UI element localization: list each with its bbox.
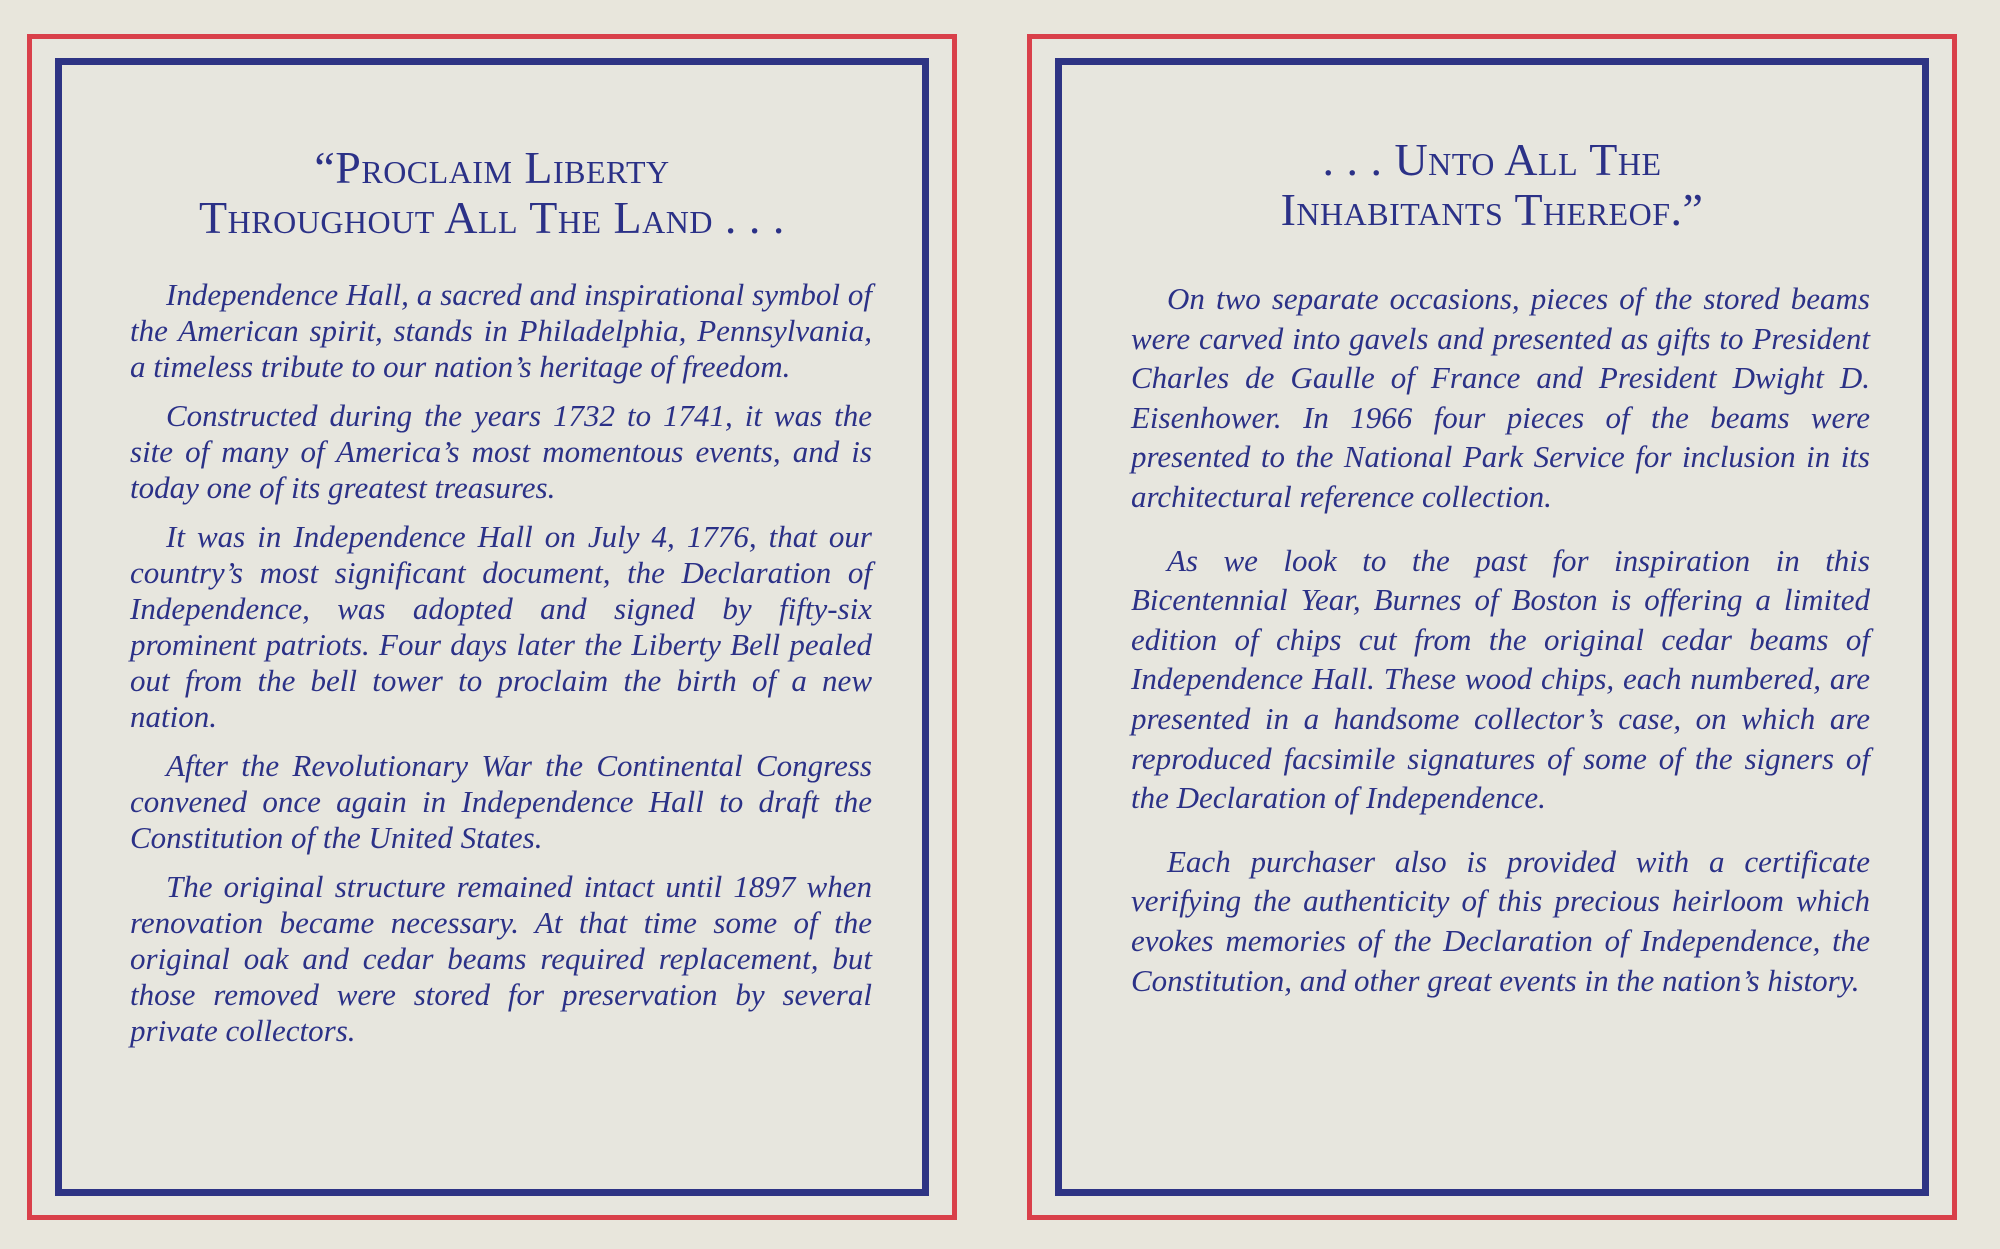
left-paragraph-1: Independence Hall, a sacred and inspirational symbol of the American spirit, stands in Philadelphia, Pennsylvania, a timeless tribute to our nation’s heritage of freedom.: [130, 277, 872, 384]
right-paragraph-2: As we look to the past for inspiration in this Bicentennial Year, Burnes of Boston is offering a limited edition of chips cut from the original cedar beams of Independence Hall. These wood chips, each numbered, are presented in a handsome collector’s case, on which are reproduced facsimile signatures of some of the signers of the Declaration of Independence.: [1131, 542, 1870, 816]
left-heading-line-2: Throughout All The Land . . .: [199, 192, 785, 243]
right-page-body: [1131, 279, 1870, 1024]
left-paragraph-3: It was in Independence Hall on July 4, 1776, that our country’s most significant document, the Declaration of Independence, was adopted and signed by fifty-six prominent patriots. Four days later the Liberty Bell pealed out from the bell tower to proclaim the birth of a new nation.: [130, 519, 872, 734]
left-page-body: [130, 277, 872, 1062]
right-heading-line-1: . . . Unto All The: [1322, 134, 1662, 185]
left-page: [27, 34, 957, 1220]
left-heading-line-1: “Proclaim Liberty: [314, 142, 670, 193]
left-paragraph-4: After the Revolutionary War the Continental Congress convened once again in Independence Hall to draft the Constitution of the United States.: [130, 748, 872, 855]
left-page-heading: [92, 143, 892, 243]
right-paragraph-1: On two separate occasions, pieces of the stored beams were carved into gavels and presented as gifts to President Charles de Gaulle of France and President Dwight D. Eisenhower. In 1966 four pieces of the beams were presented to the National Park Service for inclusion in its architectural reference collection.: [1131, 281, 1870, 514]
right-page: [1027, 34, 1957, 1220]
left-paragraph-2: Constructed during the years 1732 to 1741, it was the site of many of America’s most momentous events, and is today one of its greatest treasures.: [130, 398, 872, 505]
right-paragraph-3: Each purchaser also is provided with a certificate verifying the authenticity of this precious heirloom which evokes memories of the Declaration of Independence, the Constitution, and other great events in the nation’s history.: [1131, 843, 1870, 998]
left-paragraph-5: The original structure remained intact until 1897 when renovation became necessary. At that time some of the original oak and cedar beams required replacement, but those removed were stored for preservation by several private collectors.: [130, 869, 872, 1048]
right-heading-line-2: Inhabitants Thereof.”: [1280, 184, 1704, 235]
right-page-heading: [1092, 135, 1892, 235]
